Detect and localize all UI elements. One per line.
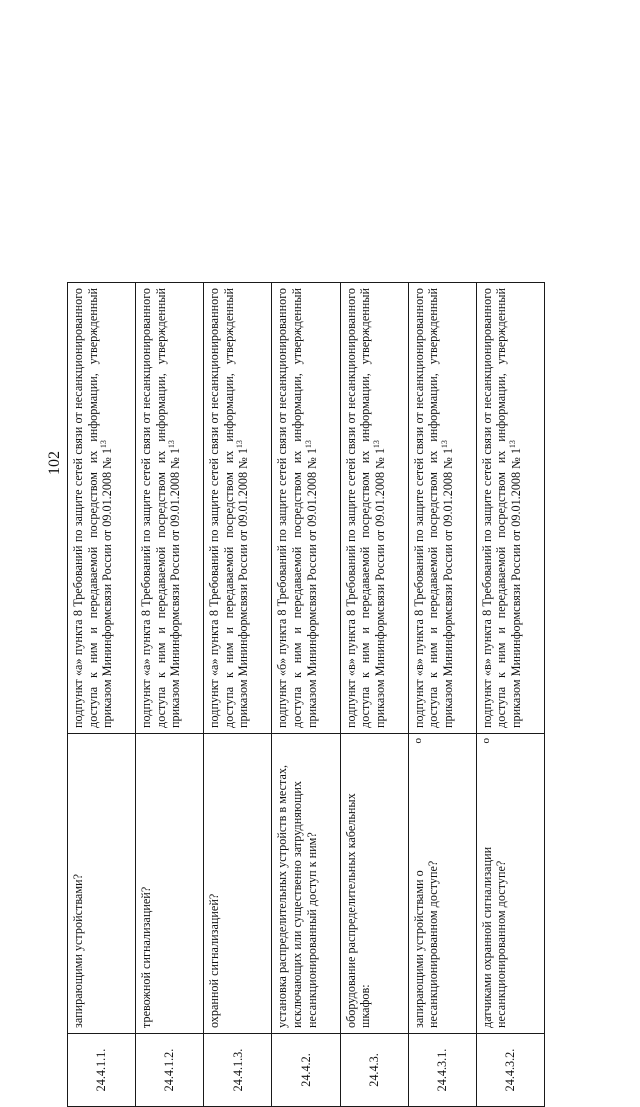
table-row	[476, 283, 544, 1107]
question-text: установка распределительных устройств в местах, исключающих или существенно затрудняющих несанкционированный доступ к ним?	[275, 764, 319, 1028]
reference-cell	[272, 283, 340, 734]
item-number: 24.4.1.1.	[68, 1034, 136, 1107]
question-text: оборудование распределительных кабельных шкафов:	[343, 793, 373, 1028]
footnote-mark: 13	[507, 440, 517, 449]
reference-cell	[340, 283, 408, 734]
footnote-mark: 13	[371, 440, 381, 449]
item-number: 24.4.3.2.	[476, 1034, 544, 1107]
question-text: запирающими устройствами?	[71, 874, 85, 1028]
requirements-table-container	[67, 283, 545, 1107]
item-number: 24.4.1.3.	[204, 1034, 272, 1107]
reference-text: подпункт «а» пункта 8 Требований по защите сетей связи от несанкционированного доступа к ним и передаваемой посредством их информации, утвержденный приказом Мининформсвязи России от 09.01.2008 № 1	[139, 288, 183, 728]
reference-text: подпункт «а» пункта 8 Требований по защите сетей связи от несанкционированного доступа к ним и передаваемой посредством их информации, утвержденный приказом Мининформсвязи России от 09.01.2008 № 1	[207, 288, 251, 728]
question-text: датчиками охранной сигнализации несанкционированном доступе?	[479, 846, 509, 1028]
reference-text: подпункт «в» пункта 8 Требований по защите сетей связи от несанкционированного доступа к ним и передаваемой посредством их информации, утвержденный приказом Мининформсвязи России от 09.01.2008 № 1	[411, 288, 455, 728]
question-cell	[272, 734, 340, 1034]
mark-text: о	[411, 738, 424, 744]
page-number: 102	[46, 451, 63, 475]
reference-text: подпункт «а» пункта 8 Требований по защите сетей связи от несанкционированного доступа к ним и передаваемой посредством их информации, утвержденный приказом Мининформсвязи России от 09.01.2008 № 1	[71, 288, 115, 728]
mark-text: о	[479, 738, 492, 744]
footnote-mark: 13	[235, 440, 245, 449]
reference-cell	[476, 283, 544, 734]
table-row	[272, 283, 340, 1107]
question-cell	[136, 734, 204, 1034]
reference-cell	[136, 283, 204, 734]
footnote-mark: 13	[439, 440, 449, 449]
question-text: запирающими устройствами о несанкционированном доступе?	[411, 860, 441, 1028]
item-number: 24.4.3.1.	[408, 1034, 476, 1107]
table-row	[340, 283, 408, 1107]
reference-cell	[68, 283, 136, 734]
question-cell	[340, 734, 408, 1034]
question-cell	[204, 734, 272, 1034]
reference-text: подпункт «б» пункта 8 Требований по защите сетей связи от несанкционированного доступа к ним и передаваемой посредством их информации, утвержденный приказом Мининформсвязи России от 09.01.2008 № 1	[275, 288, 319, 728]
question-text: тревожной сигнализацией?	[139, 886, 154, 1028]
table-row	[408, 283, 476, 1107]
reference-text: подпункт «в» пункта 8 Требований по защите сетей связи от несанкционированного доступа к ним и передаваемой посредством их информации, утвержденный приказом Мининформсвязи России от 09.01.2008 № 1	[343, 288, 387, 728]
question-cell	[68, 734, 136, 1034]
reference-cell	[204, 283, 272, 734]
item-number: 24.4.2.	[272, 1034, 340, 1107]
footnote-mark: 13	[303, 440, 313, 449]
reference-cell	[408, 283, 476, 734]
reference-text: подпункт «в» пункта 8 Требований по защите сетей связи от несанкционированного доступа к ним и передаваемой посредством их информации, утвержденный приказом Мининформсвязи России от 09.01.2008 № 1	[479, 288, 524, 728]
footnote-mark: 13	[99, 440, 109, 449]
question-cell	[408, 734, 476, 1034]
table-row	[68, 283, 136, 1107]
table-row	[204, 283, 272, 1107]
item-number: 24.4.3.	[340, 1034, 408, 1107]
question-text: охранной сигнализацией?	[207, 893, 222, 1028]
item-number: 24.4.1.2.	[136, 1034, 204, 1107]
table-row	[136, 283, 204, 1107]
footnote-mark: 13	[167, 440, 177, 449]
requirements-table	[67, 282, 545, 1107]
question-cell	[476, 734, 544, 1034]
